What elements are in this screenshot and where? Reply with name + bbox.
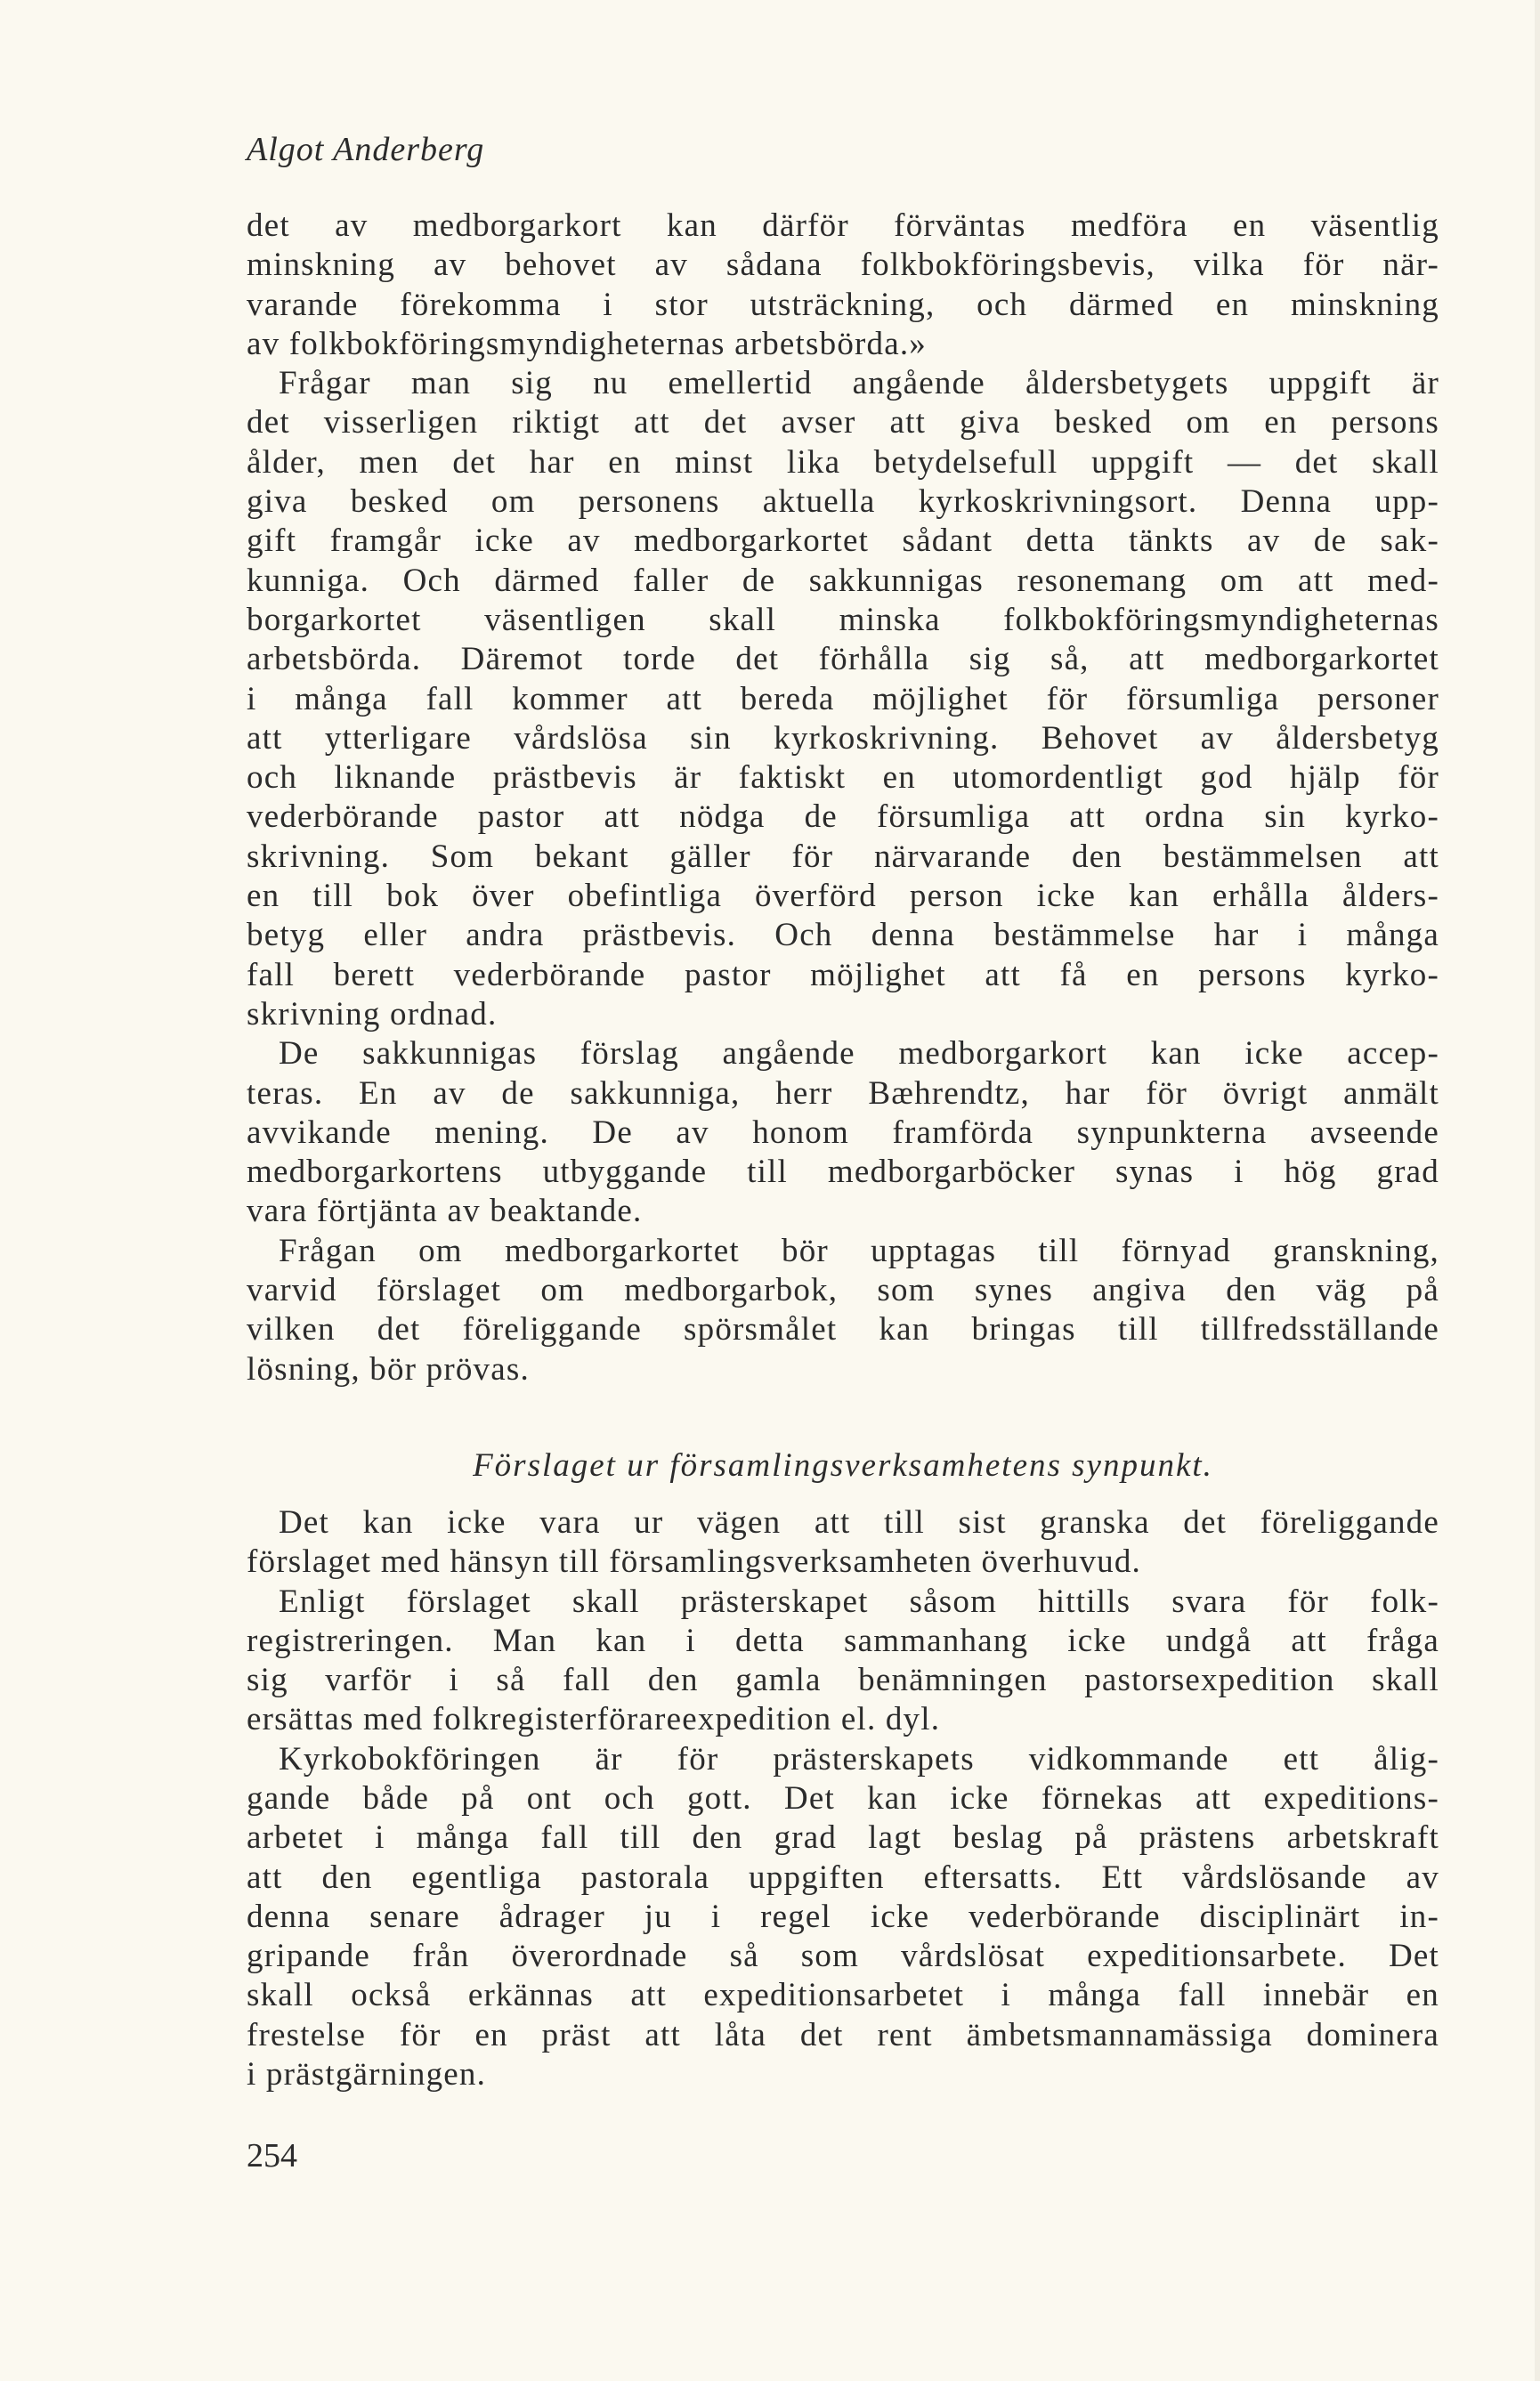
text-line: att ytterligare vårdslösa sin kyrkoskrivning. Behovet av åldersbetyg (247, 719, 1439, 757)
text-line: Det kan icke vara ur vägen att till sist granska det föreliggande (279, 1503, 1439, 1541)
text-line: minskning av behovet av sådana folkbokföringsbevis, vilka för när- (247, 247, 1439, 284)
page-number: 254 (247, 2137, 297, 2174)
text-line: medborgarkortens utbyggande till medborgarböcker synas i hög grad (247, 1154, 1439, 1191)
text-line: gripande från överordnade så som vårdslösat expeditionsarbete. Det (247, 1938, 1439, 1975)
text-line: skall också erkännas att expeditionsarbetet i många fall innebär en (247, 1977, 1439, 2014)
text-line: det av medborgarkort kan därför förväntas medföra en väsentlig (247, 207, 1439, 244)
text-line: gande både på ont och gott. Det kan icke förnekas att expeditions- (247, 1779, 1439, 1817)
text-line: denna senare ådrager ju i regel icke vederbörande disciplinärt in- (247, 1898, 1439, 1935)
text-line: förslaget med hänsyn till församlingsverksamheten överhuvud. (247, 1543, 1142, 1581)
text-line: vilken det föreliggande spörsmålet kan bringas till tillfredsställande (247, 1311, 1439, 1348)
paragraph (247, 207, 1439, 364)
text-line: teras. En av de sakkunniga, herr Bæhrendtz, har för övrigt anmält (247, 1074, 1439, 1112)
text-line: arbetsbörda. Däremot torde det förhålla sig så, att medborgarkortet (247, 641, 1439, 678)
text-line: borgarkortet väsentligen skall minska folkbokföringsmyndigheternas (247, 601, 1439, 638)
text-line: arbetet i många fall till den grad lagt beslag på prästens arbetskraft (247, 1819, 1439, 1857)
section-heading: Förslaget ur församlingsverksamhetens synpunkt. (473, 1446, 1213, 1484)
text-line: en till bok över obefintliga överförd person icke kan erhålla ålders- (247, 878, 1439, 915)
page-edge (1535, 0, 1540, 2381)
text-line: ersättas med folkregisterförareexpedition el. dyl. (247, 1701, 941, 1738)
text-line: ålder, men det har en minst lika betydelsefull uppgift — det skall (247, 443, 1439, 481)
text-line: vederbörande pastor att nödga de försumliga att ordna sin kyrko- (247, 798, 1439, 836)
text-line: vara förtjänta av beaktande. (247, 1193, 643, 1230)
text-line: avvikande mening. De av honom framförda synpunkterna avseende (247, 1114, 1439, 1151)
paragraph (247, 364, 1439, 1034)
running-header-author: Algot Anderberg (247, 131, 485, 168)
text-line: skrivning ordnad. (247, 995, 498, 1033)
text-line: lösning, bör prövas. (247, 1350, 530, 1388)
text-line: Frågar man sig nu emellertid angående åldersbetygets uppgift är (279, 365, 1439, 402)
text-line: fall berett vederbörande pastor möjlighet att få en persons kyrko- (247, 956, 1439, 993)
paragraph (247, 1503, 1439, 1583)
paragraph (247, 1740, 1439, 2095)
text-line: att den egentliga pastorala uppgiften eftersatts. Ett vårdslösande av (247, 1859, 1439, 1896)
text-line: varande förekomma i stor utsträckning, och därmed en minskning (247, 286, 1439, 323)
text-line: av folkbokföringsmyndigheternas arbetsbörda.» (247, 325, 928, 362)
text-line: varvid förslaget om medborgarbok, som synes angiva den väg på (247, 1272, 1439, 1309)
text-line: gift framgår icke av medborgarkortet sådant detta tänkts av de sak- (247, 522, 1439, 560)
text-line: registreringen. Man kan i detta sammanhang icke undgå att fråga (247, 1622, 1439, 1659)
text-line: De sakkunnigas förslag angående medborgarkort kan icke accep- (279, 1035, 1439, 1073)
text-line: och liknande prästbevis är faktiskt en utomordentligt god hjälp för (247, 759, 1439, 797)
text-line: det visserligen riktigt att det avser att giva besked om en persons (247, 404, 1439, 441)
text-line: skrivning. Som bekant gäller för närvarande den bestämmelsen att (247, 838, 1439, 875)
paragraph (247, 1583, 1439, 1740)
text-line: i många fall kommer att bereda möjlighet för försumliga personer (247, 680, 1439, 717)
text-line: kunniga. Och därmed faller de sakkunnigas resonemang om att med- (247, 562, 1439, 599)
text-line: betyg eller andra prästbevis. Och denna bestämmelse har i många (247, 917, 1439, 954)
text-line: Frågan om medborgarkortet bör upptagas till förnyad granskning, (279, 1232, 1439, 1269)
paragraph (247, 1232, 1439, 1389)
text-line: sig varför i så fall den gamla benämningen pastorsexpedition skall (247, 1662, 1439, 1699)
text-line: Kyrkobokföringen är för prästerskapets vidkommande ett ålig- (279, 1740, 1439, 1778)
text-line: i prästgärningen. (247, 2056, 487, 2093)
text-line: giva besked om personens aktuella kyrkoskrivningsort. Denna upp- (247, 483, 1439, 521)
paragraph (247, 1034, 1439, 1231)
text-line: frestelse för en präst att låta det rent ämbetsmannamässiga dominera (247, 2016, 1439, 2053)
text-line: Enligt förslaget skall prästerskapet såsom hittills svara för folk- (279, 1583, 1439, 1620)
body-text (247, 207, 1439, 2094)
